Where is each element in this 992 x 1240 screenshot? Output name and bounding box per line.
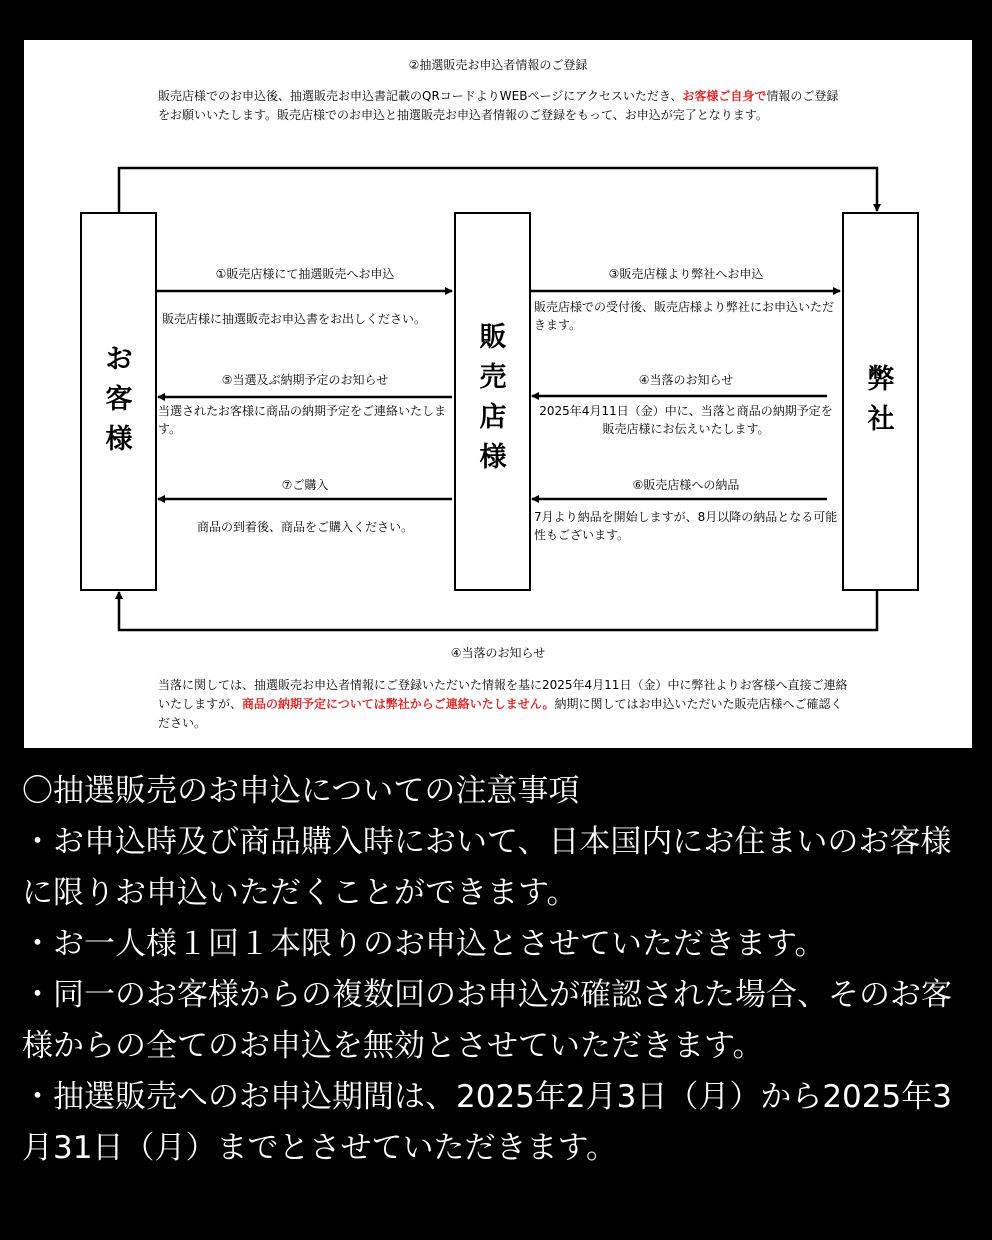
- top-text-highlight: お客様ご自身で: [682, 89, 767, 103]
- arrow-4-label: ④当落のお知らせ: [638, 373, 734, 387]
- arrow-7-label: ⑦ご購入: [281, 478, 329, 492]
- precaution-item: ・抽選販売へのお申込期間は、2025年2月3日（月）から2025年3月31日（月）までとさせていただきます。: [22, 1079, 952, 1166]
- bottom-description: [158, 676, 848, 733]
- precaution-item: ・お申込時及び商品購入時において、日本国内にお住まいのお客様に限りお申込いただくことができます。: [22, 824, 952, 911]
- arrow-4-note: 2025年4月11日（金）中に、当落と商品の納期予定を販売店様にお伝えいたします。: [539, 404, 833, 436]
- company-box: [842, 212, 919, 591]
- customer-box: [80, 212, 157, 591]
- arrow-6-label: ⑥販売店様への納品: [632, 478, 740, 492]
- bottom-text-1: 当落に関しては、抽選販売お申込者情報にご登録いただいた情報を基に2025年4月11日（金）中に弊社よりお客様へ直接ご連絡いたしますが、: [158, 678, 848, 711]
- top-heading: ②抽選販売お申込者情報のご登録: [408, 58, 588, 72]
- arrow-1-note: 販売店様に抽選販売お申込書をお出しください。: [162, 312, 427, 326]
- company-label: 弊社: [867, 364, 895, 435]
- arrow-1-label: ①販売店様にて抽選販売へお申込: [215, 267, 395, 281]
- arrow-5-note: 当選されたお客様に商品の納期予定をご連絡いたします。: [158, 404, 447, 436]
- bottom-text-highlight: 商品の納期予定については弊社からご連絡いたしません。: [242, 697, 555, 711]
- top-text-2: 情報のご登録をお願いいたします。販売店様でのお申込と抽選販売お申込者情報のご登録をもって、お申込が完了となります。: [158, 89, 839, 122]
- arrow-3-note: 販売店様での受付後、販売店様より弊社にお申込いただきます。: [534, 300, 835, 332]
- customer-label: お客様: [105, 344, 133, 455]
- arrow-3-label: ③販売店様より弊社へお申込: [608, 267, 764, 281]
- precaution-item: ・同一のお客様からの複数回のお申込が確認された場合、そのお客様からの全てのお申込を無効とさせていただきます。: [22, 977, 952, 1064]
- store-box: [454, 212, 531, 591]
- precautions-heading: 〇抽選販売のお申込についての注意事項: [22, 773, 580, 809]
- precaution-item: ・お一人様１回１本限りのお申込とさせていただきます。: [22, 926, 826, 962]
- arrow-7-note: 商品の到着後、商品をご購入ください。: [196, 520, 413, 534]
- flow-diagram-panel: [24, 40, 972, 748]
- top-text-1: 販売店様でのお申込後、抽選販売お申込書記載のQRコードよりWEBページにアクセスいただき、: [158, 89, 683, 103]
- store-label: 販売店様: [479, 322, 507, 473]
- bottom-text-2: 納期に関してはお申込いただいた販売店様へご確認ください。: [158, 697, 843, 730]
- arrow-5-label: ⑤当選及ぶ納期予定のお知らせ: [221, 373, 389, 387]
- top-loop-arrow: [119, 168, 877, 212]
- precautions-section: [22, 766, 962, 1174]
- arrow-6-note: 7月より納品を開始しますが、8月以降の納品となる可能性もございます。: [534, 510, 838, 542]
- bottom-loop-arrow: [119, 591, 877, 630]
- bottom-heading: ④当落のお知らせ: [450, 646, 546, 660]
